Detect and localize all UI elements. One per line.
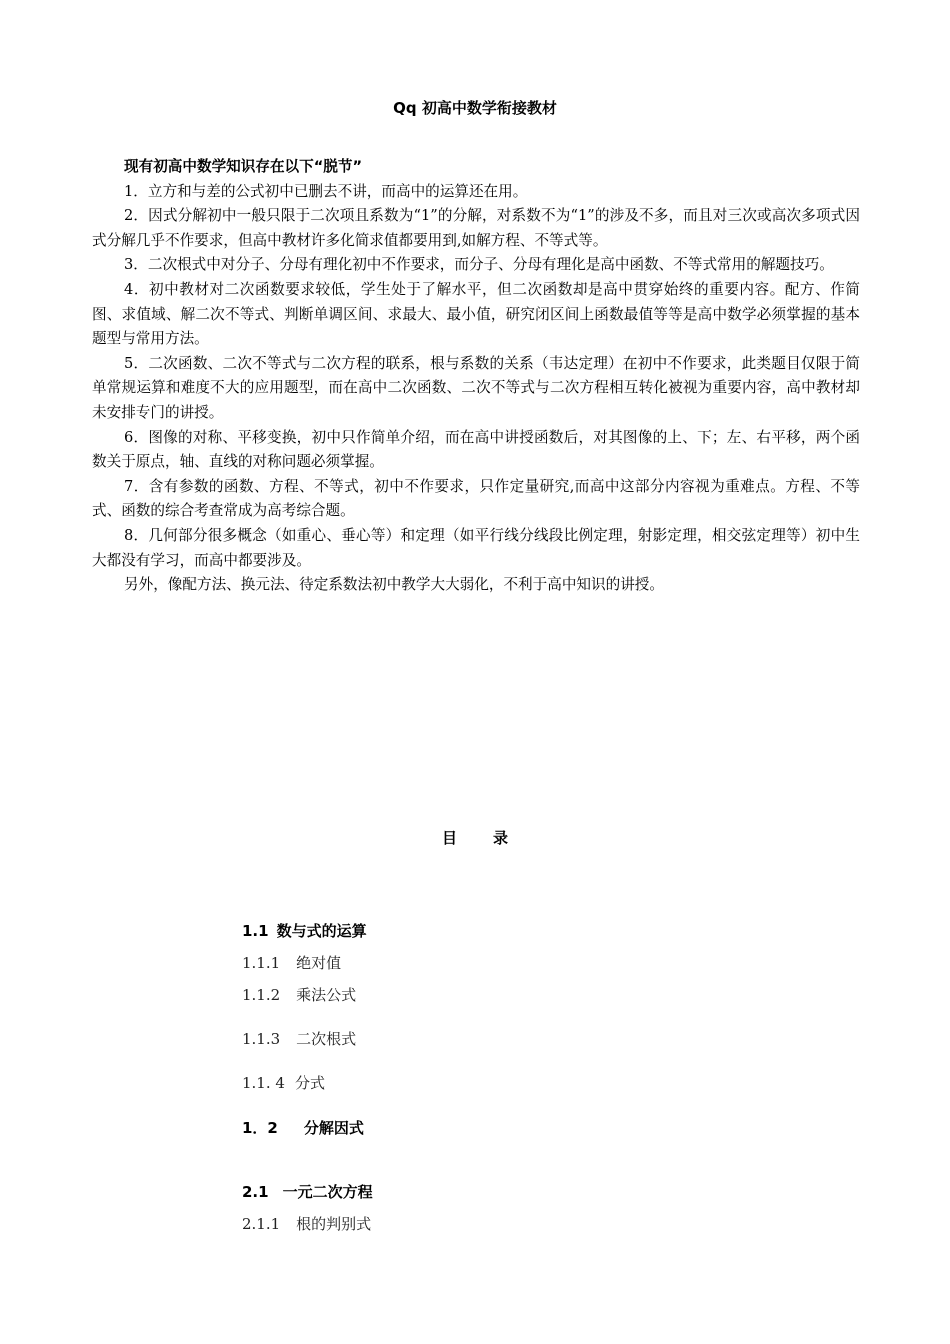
intro-paragraph-1: 1．立方和与差的公式初中已删去不讲，而高中的运算还在用。 <box>124 182 528 200</box>
intro-paragraph-8: 8．几何部分很多概念（如重心、垂心等）和定理（如平行线分线段比例定理，射影定理，相交弦定理等）初中生大都没有学习，而高中都要涉及。 <box>92 526 860 569</box>
toc-item-label: 绝对值 <box>296 954 342 972</box>
document-title: Qq 初高中数学衔接教材 <box>393 99 557 117</box>
intro-paragraph-4: 4．初中教材对二次函数要求较低，学生处于了解水平，但二次函数却是高中贯穿始终的重要内容。配方、作简图、求值域、解二次不等式、判断单调区间、求最大、最小值，研究闭区间上函数最值等等是高中数学必须掌握的基本题型与常用方法。 <box>92 280 860 348</box>
toc-item-number: 1.1.1 <box>242 954 281 972</box>
toc-item-number: 2.1 <box>242 1183 269 1201</box>
toc-item-label: 数与式的运算 <box>276 922 367 940</box>
toc-item-label: 一元二次方程 <box>282 1183 373 1201</box>
toc-item-number: 2.1.1 <box>242 1215 281 1233</box>
toc-item-label: 乘法公式 <box>296 986 357 1004</box>
toc-title: 目录 <box>441 829 544 847</box>
toc-item-label: 分式 <box>294 1074 325 1092</box>
intro-paragraph-7: 7．含有参数的函数、方程、不等式，初中不作要求，只作定量研究,而高中这部分内容视为重难点。方程、不等式、函数的综合考查常成为高考综合题。 <box>92 477 860 520</box>
toc-item[interactable] <box>242 1117 364 1139</box>
toc-item-number: 1.1.3 <box>242 1030 281 1048</box>
toc-item[interactable] <box>242 920 367 942</box>
toc-item[interactable] <box>242 952 341 974</box>
toc-item[interactable] <box>242 1072 325 1094</box>
toc-item-number: 1.1. 4 <box>242 1074 285 1092</box>
toc-item[interactable] <box>242 984 356 1006</box>
toc-item-label: 二次根式 <box>296 1030 357 1048</box>
toc-item-label: 根的判别式 <box>296 1215 372 1233</box>
toc-item-number: 1.1.2 <box>242 986 281 1004</box>
intro-heading: 现有初高中数学知识存在以下“脱节” <box>124 158 363 175</box>
intro-paragraph-6: 6．图像的对称、平移变换，初中只作简单介绍，而在高中讲授函数后，对其图像的上、下；左、右平移，两个函数关于原点，轴、直线的对称问题必须掌握。 <box>92 428 860 471</box>
toc-item[interactable] <box>242 1028 356 1050</box>
toc-item-number: 1．2 <box>242 1119 278 1137</box>
intro-paragraph-3: 3．二次根式中对分子、分母有理化初中不作要求，而分子、分母有理化是高中函数、不等式常用的解题技巧。 <box>124 256 834 274</box>
toc-item-label: 分解因式 <box>303 1119 364 1137</box>
intro-section <box>92 155 860 598</box>
toc-item-number: 1.1 <box>242 922 269 940</box>
toc-item[interactable] <box>242 1181 373 1203</box>
toc-item[interactable] <box>242 1213 371 1235</box>
intro-paragraph-9: 另外，像配方法、换元法、待定系数法初中教学大大弱化，不利于高中知识的讲授。 <box>124 576 664 594</box>
intro-paragraph-5: 5．二次函数、二次不等式与二次方程的联系，根与系数的关系（韦达定理）在初中不作要求，此类题目仅限于简单常规运算和难度不大的应用题型，而在高中二次函数、二次不等式与二次方程相互转化被视为重要内容，高中教材却未安排专门的讲授。 <box>92 354 860 421</box>
intro-paragraph-2: 2．因式分解初中一般只限于二次项且系数为“1”的分解，对系数不为“1”的涉及不多，而且对三次或高次多项式因式分解几乎不作要求，但高中教材许多化简求值都要用到,如解方程、不等式等。 <box>92 207 860 249</box>
